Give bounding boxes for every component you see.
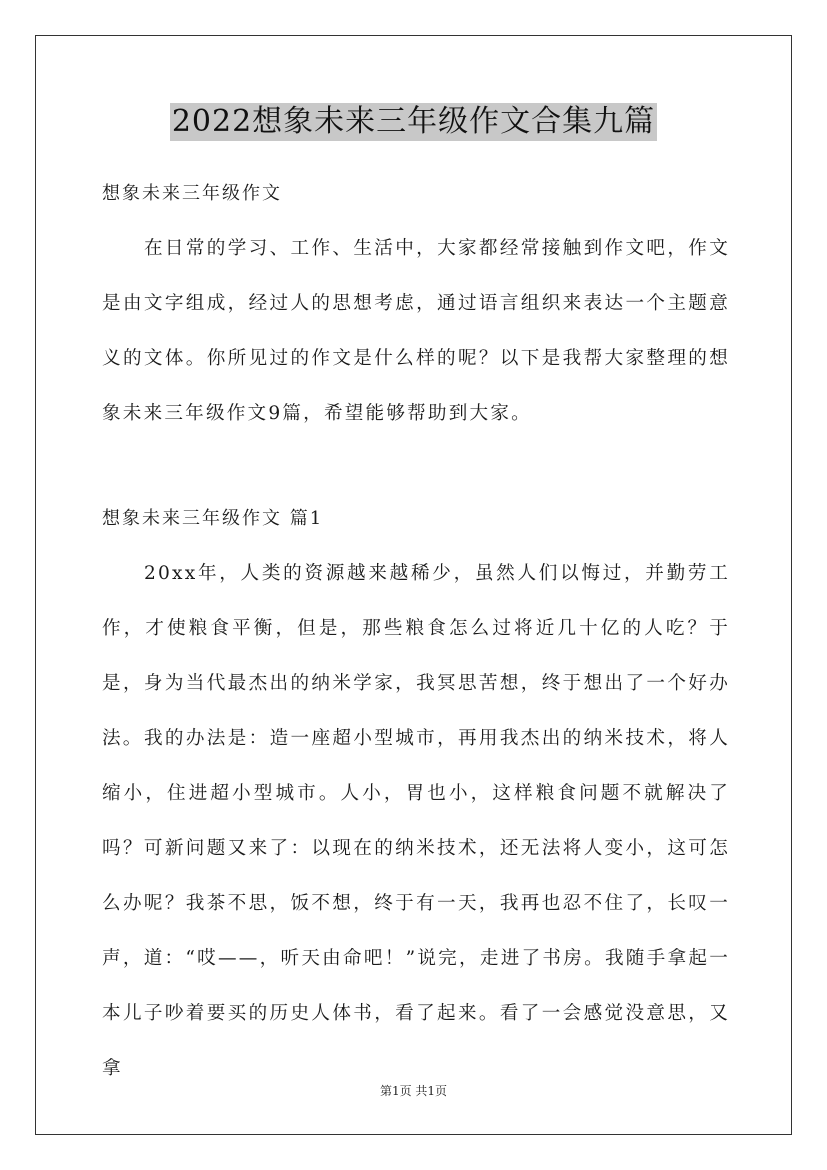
document-title: 2022想象未来三年级作文合集九篇 [171,104,656,139]
section1-heading: 想象未来三年级作文 篇1 [102,508,324,529]
section1-paragraph-2: 我的办法是：造一座超小型城市，再用我杰出的纳米技术，将人缩小，住进超小型城市。人小，胃也小，这样粮食问题不就解决了吗？可新问题又来了：以现在的纳米技术，还无法将人变小，这可怎么办呢？我茶不思，饭不想，终于有一天，我再也忍不住了，长叹一声，道：“哎——，听天由命吧！”说完，走进了书房。我随手拿起一本儿子吵着要买的历史人体书，看了起来。看了一会感觉没意思，又拿 [102,728,730,1079]
section1-paragraph-1: 20xx年，人类的资源越来越稀少，虽然人们以悔过，并勤劳工作，才使粮食平衡，但是，那些粮食怎么过将近几十亿的人吃？于是，身为当代最杰出的纳米学家，我冥思苦想，终于想出了一个好办法。 [102,563,730,749]
intro-paragraph: 在日常的学习、工作、生活中，大家都经常接触到作文吧，作文是由文字组成，经过人的思想考虑，通过语言组织来表达一个主题意义的文体。你所见过的作文是什么样的呢？以下是我帮大家整理的想象未来三年级作文9篇，希望能够帮助到大家。 [102,238,730,424]
intro-heading: 想象未来三年级作文 [102,183,282,204]
title-container [0,103,827,141]
page-footer: 第1页 共1页 [379,1084,448,1098]
